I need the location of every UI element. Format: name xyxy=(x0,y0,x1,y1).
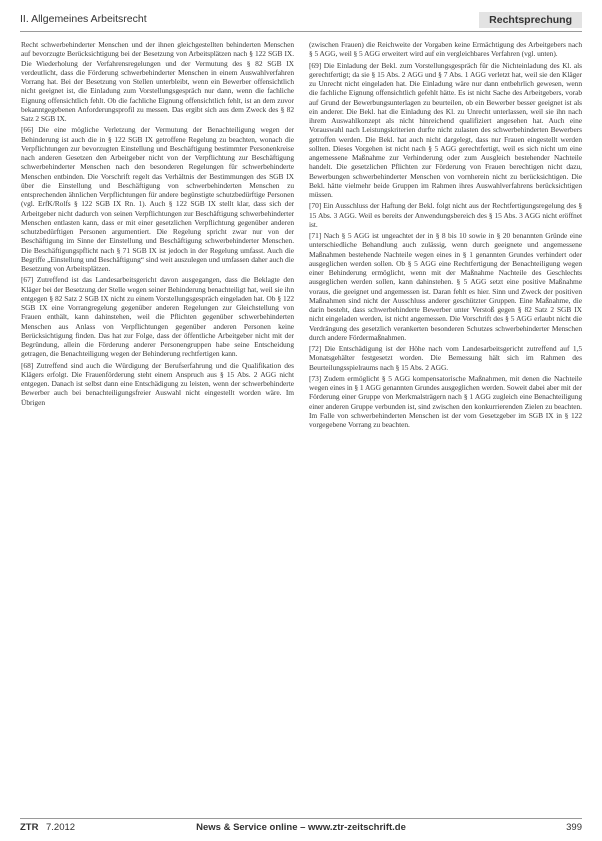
issue-number: 7.2012 xyxy=(46,822,76,833)
paragraph: [73] Zudem ermöglicht § 5 AGG kompensatorische Maßnahmen, mit denen die Nachteile wegen eines in § 1 AGG genannten Grundes ausgeglichen werden. Soweit dabei aber mit der Förderung einer Gruppe von Merkmalsträgern nach § 1 AGG zugleich eine Benachteiligung einer anderen Gruppe verbunden ist, sind zwischen den konkurrierenden Zielen zu beachten. Im Falle von schwerbehinderten Menschen ist der vom Gesetzgeber im SGB IX in § 122 vorgegebene Vorrang zu beachten. xyxy=(309,373,582,429)
page-header xyxy=(20,12,582,30)
footer-divider xyxy=(20,818,582,819)
section-title: II. Allgemeines Arbeitsrecht xyxy=(20,13,147,25)
right-column xyxy=(309,40,582,812)
footer-link[interactable]: News & Service online – www.ztr-zeitschrift.de xyxy=(196,822,406,833)
paragraph: [70] Ein Ausschluss der Haftung der Bekl. folgt nicht aus der Rechtfertigungsregelung des § 15 Abs. 3 AGG. Weil es bereits der Anwendungsbereich des § 15 Abs. 3 AGG nicht eröffnet ist. xyxy=(309,201,582,229)
journal-name: ZTR xyxy=(20,822,39,833)
paragraph: [66] Die eine mögliche Verletzung der Vermutung der Benachteiligung wegen der Behinderung ist auch die in § 122 SGB IX getroffene Regelung zu beachten, wonach die Verpflichtungen zur bevorzugten Einstellung und Beschäftigung bestimmter Personenkreise nach anderen Gesetzen den Arbeitgeber nicht von der Verpflichtung zur Beschäftigung schwerbehinderter Menschen nach den besonderen Regelungen für schwerbehinderte Menschen entbinden. Die Vorschrift regelt das Verhältnis der Bestimmungen des SGB IX über die Einstellung und Beschäftigung von schwerbehinderten Menschen zu entsprechenden ähnlichen Verpflichtungen für andere begünstigte schutzbedürftige Personen (vgl. ErfK/Rolfs § 122 SGB IX Rn. 1). Auch § 122 SGB IX stellt klar, dass sich der Arbeitgeber nicht dadurch von seinen Verpflichtungen zur Beschäftigung schwerbehinderter Menschen entlasten kann, dass er mit einer gesetzlichen Verpflichtung gegenüber anderen schutzbedürftigen Personen argumentiert. Die Regelung spricht zwar nur von der Beschäftigung im Sinne der Einstellung und Beschäftigung schwerbehinderter Menschen. Die Beschäftigungspflicht nach § 71 SGB IX ist jedoch in der Regelung umfasst. Auch die Begriffe „Einstellung und Beschäftigung“ sind weit auszulegen und umfassen daher auch die Besetzung von Arbeitsplätzen. xyxy=(21,125,294,273)
paragraph: Recht schwerbehinderter Menschen und der ihnen gleichgestellten behinderten Menschen auf bevorzugte Berücksichtigung bei der Besetzung von Arbeitsplätzen nach § 122 SGB IX. Die Wiederholung der Verfahrensregelungen und der Vermutung des § 82 SGB IX verdeutlicht, dass die Förderung schwerbehinderter Menschen in einem Auswahlverfahren Vorrang hat. Bei der Besetzung von Stellen unterbleibt, wenn ein Bewerber offensichtlich nicht geeignet ist, die Einladung zum Vorstellungsgespräch nur dann, wenn die fachliche Eignung offensichtlich fehlt. Ob die fachliche Eignung offensichtlich fehlt, ist an dem zuvor bekanntgegebenen Anforderungsprofil zu messen. Das ergibt sich aus dem Zweck des § 82 Satz 2 SGB IX. xyxy=(21,40,294,123)
page-footer xyxy=(20,822,582,836)
paragraph: [67] Zutreffend ist das Landesarbeitsgericht davon ausgegangen, dass die Beklagte den Kläger bei der Besetzung der Stelle wegen seiner Behinderung benachteiligt hat, weil sie ihn entgegen § 82 Satz 2 SGB IX nicht zu einem Vorstellungsgespräch eingeladen hat. Ob § 122 SGB IX eine Vorrangregelung gegenüber anderen Regelungen zur Gleichstellung von Frauen enthält, kann dahinstehen, weil die Pflichten gegenüber schwerbehinderten Menschen aus Anlass von Verpflichtungen gegenüber anderen Personen keine Berücksichtigung finden. Das hat zur Folge, dass der öffentliche Arbeitgeber nicht mit der Begründung, allein die Förderung anderer Personengruppen habe seine Entscheidung getragen, die Benachteiligung wegen der Behinderung rechtfertigen kann. xyxy=(21,275,294,359)
paragraph: [69] Die Einladung der Bekl. zum Vorstellungsgespräch für die Nichteinladung des Kl. als gerechtfertigt; da sie § 15 Abs. 2 AGG und § 7 Abs. 1 AGG verletzt hat, weil sie den Kläger zu Unrecht nicht eingeladen hat. Die Einladung wäre nur dann entbehrlich gewesen, wenn die fachliche Eignung offensichtlich gefehlt hätte. Es ist nicht Sache des Arbeitgebers, vorab auf Grund der Bewerbungsunterlagen zu beurteilen, ob ein Bewerber besser geeignet ist als ein anderer. Die Bekl. hat die Einladung des Kl. zu Unrecht unterlassen, weil sie ihn nach ihrem Auswahlkonzept als nicht hinreichend qualifiziert angesehen hat. Auch eine Vorauswahl nach Leistungskriterien durfte nicht zulasten des schwerbehinderten Bewerbers getroffen werden. Die Bekl. hat auch nicht dargelegt, dass nur Frauen eingestellt werden sollten. Dieses Vorgehen ist nicht nach § 5 AGG gerechtfertigt, weil es sich nicht um eine angemessene Maßnahme zur Verhinderung oder zum Ausgleich bestehender Nachteile handelt. Die gesetzlichen Pflichten zur Förderung von Frauen berechtigen nicht dazu, Bewerbungen schwerbehinderter Menschen von vornherein nicht zu berücksichtigen. Die Bekl. hätte vielmehr beide Gruppen im Rahmen ihres Auswahlverfahrens berücksichtigen müssen. xyxy=(309,60,582,199)
paragraph: (zwischen Frauen) die Reichweite der Vorgaben keine Ermächtigung des Arbeitgebers nach § 5 AGG, weil § 5 AGG erweitert wird auf ein vergleichbares Verfahren (vgl. unten). xyxy=(309,40,582,59)
rubric-label: Rechtsprechung xyxy=(479,12,582,28)
paragraph: [71] Nach § 5 AGG ist ungeachtet der in § 8 bis 10 sowie in § 20 benannten Gründe eine unterschiedliche Behandlung auch zulässig, wenn durch geeignete und angemessene Maßnahmen bestehende Nachteile wegen eines in § 1 genannten Grundes verhindert oder ausgeglichen werden sollen. Ob § 5 AGG eine Rechtfertigung der Benachteiligung wegen einer Behinderung ermöglicht, wenn mit der Maßnahme Nachteile des Geschlechts ausgeglichen werden sollen, kann dahinstehen. § 5 AGG setzt eine positive Maßnahme voraus, die geeignet und angemessen ist. Daran fehlt es hier. Sinn und Zweck der positiven Maßnahmen sind nicht der Ausschluss anderer geschützter Gruppen. Eine Maßnahme, die darin besteht, dass schwerbehinderte Bewerber unter Verstoß gegen § 82 Satz 2 SGB IX nicht eingeladen werden, ist nicht angemessen. Die Vorschrift des § 5 AGG erlaubt nicht die Verdrängung des gesetzlich verankerten besonderen Schutzes schwerbehinderter Menschen durch andere Fördermaßnahmen. xyxy=(309,231,582,342)
paragraph: [72] Die Entschädigung ist der Höhe nach vom Landesarbeitsgericht zutreffend auf 1,5 Monatsgehälter festgesetzt worden. Die Bemessung hält sich im Rahmen des Beurteilungsspielraums nach § 15 Abs. 2 AGG. xyxy=(309,344,582,372)
left-column xyxy=(21,40,294,812)
page-number: 399 xyxy=(566,822,582,833)
paragraph: [68] Zutreffend sind auch die Würdigung der Berufserfahrung und die Qualifikation des Klägers erfolgt. Die Frauenförderung steht einem Anspruch aus § 15 Abs. 2 AGG nicht entgegen. Danach ist selbst dann eine Entschädigung zu leisten, wenn der schwerbehinderte Bewerber auch bei benachteiligungsfreier Auswahl nicht eingestellt worden wäre. Im Übrigen xyxy=(21,360,294,407)
header-divider xyxy=(20,31,582,32)
